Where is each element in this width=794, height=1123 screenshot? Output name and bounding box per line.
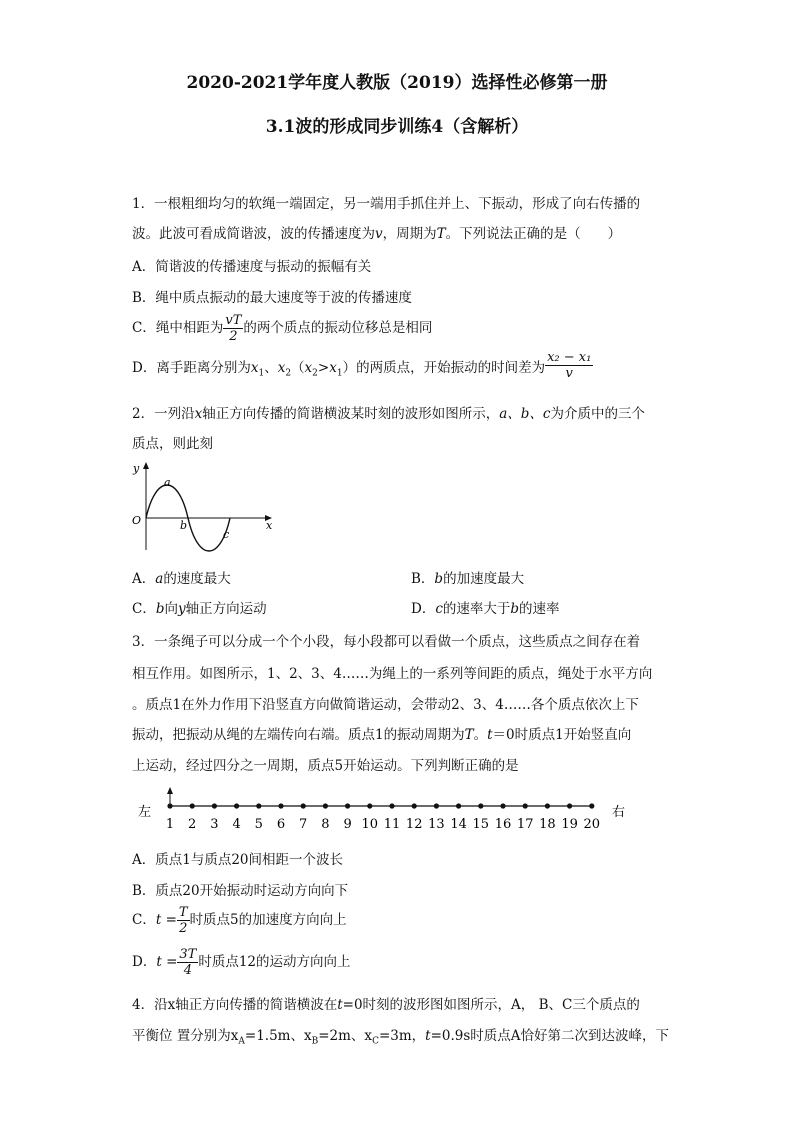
rope-point-19 [567,803,572,808]
rope-point-label-8: 8 [321,817,330,832]
wave-figure [128,460,278,556]
rope-point-16 [500,803,505,808]
q2-line2: 质点，则此刻 [132,436,213,452]
rope-point-6 [278,803,283,808]
right-label: 右 [612,805,626,820]
q1-line1: 1．一根粗细均匀的软绳一端固定，另一端用手抓住并上、下振动，形成了向右传播的 [132,196,641,212]
rope-point-label-10: 10 [361,817,379,832]
rope-point-label-3: 3 [210,817,219,832]
rope-point-7 [301,803,306,808]
origin-label: O [132,514,142,527]
y-axis-label: y [133,462,140,475]
q4-line2: 平衡位 置分别为$x_A=1.5m$、$x_B=2m$、$x_C=3m$，t=0.9s时质点A恰好第二次到达波峰，下 [132,1028,670,1047]
q3-line1: 3．一条绳子可以分成一个个小段，每小段都可以看做一个质点，这些质点之间存在着 [132,634,641,650]
rope-point-label-17: 17 [516,817,534,832]
rope-point-label-19: 19 [561,817,578,832]
q1-option-c: C．绳中相距为 $\frac{vT}{2}$ 的两个质点的振动位移总是相同 [132,313,433,344]
rope-point-2 [190,803,195,808]
rope-point-label-16: 16 [494,817,512,832]
rope-point-label-4: 4 [232,817,241,832]
rope-point-10 [367,803,372,808]
q1-option-a: A．简谐波的传播速度与振动的振幅有关 [132,259,372,275]
point-c-label: c [223,528,230,541]
page-title-line2: 3.1波的形成同步训练4（含解析） [265,117,529,137]
up-arrow-head [167,787,173,794]
rope-point-13 [434,803,439,808]
q3-option-c: C．t = $\frac{T}{2}$ 时质点5的加速度方向向上 [132,905,347,936]
q3-option-b: B．质点20开始振动时运动方向向下 [132,883,349,899]
rope-point-label-1: 1 [165,817,175,832]
fraction-t-over-2: $\frac{T}{2}$ [178,905,188,936]
q3-line4: 振动，把振动从绳的左端传向右端。质点1的振动周期为T。t＝0时质点1开始竖直向 [132,727,632,743]
q3-line2: 相互作用。如图所示，1、2、3、4……为绳上的一系列等间距的质点，绳处于水平方向 [132,666,653,682]
fraction-vt-over-2: $\frac{vT}{2}$ [225,313,242,344]
rope-point-label-15: 15 [472,817,490,832]
q2-line1: 2．一列沿x轴正方向传播的简谐横波某时刻的波形如图所示，a、b、c为介质中的三个 [132,406,645,422]
rope-point-label-14: 14 [450,817,467,832]
x-axis-label: x [266,519,273,532]
rope-point-label-12: 12 [405,817,423,832]
y-axis-arrow [143,462,149,469]
point-a-label: a [164,476,171,489]
rope-point-1 [167,803,172,808]
left-label: 左 [138,805,152,820]
rope-point-17 [523,803,528,808]
rope-point-label-7: 7 [299,817,308,832]
q2-option-a: A．a的速度最大 [132,571,231,587]
rope-point-label-2: 2 [188,817,197,832]
rope-point-5 [256,803,261,808]
q2-option-c: C．b向y轴正方向运动 [132,601,267,617]
rope-point-label-20: 20 [583,817,601,832]
rope-point-14 [456,803,461,808]
fraction-3t-over-4: $\frac{3T}{4}$ [179,947,197,978]
rope-point-15 [478,803,483,808]
rope-point-9 [345,803,350,808]
rope-point-12 [412,803,417,808]
rope-point-18 [545,803,550,808]
rope-point-label-5: 5 [254,817,263,832]
q3-option-a: A．质点1与质点20间相距一个波长 [132,852,344,868]
page-title-line1: 2020-2021学年度人教版（2019）选择性必修第一册 [186,73,608,93]
rope-point-11 [389,803,394,808]
q4-line1: 4．沿x轴正方向传播的简谐横波在t=0时刻的波形图如图所示，A， B、C三个质点的 [132,997,640,1013]
q2-option-b: B．b的加速度最大 [411,571,525,587]
fraction-x2-minus-x1-over-v: $\frac{\text{x₂ − x₁}}{v}$ [547,350,592,381]
rope-point-3 [212,803,217,808]
rope-figure [130,786,640,836]
rope-point-label-6: 6 [276,817,286,832]
point-b-label: b [180,519,188,532]
q3-option-d: D．t = $\frac{3T}{4}$ 时质点12的运动方向向上 [132,947,351,978]
rope-point-label-13: 13 [428,817,445,832]
rope-point-label-9: 9 [343,817,352,832]
rope-point-label-11: 11 [383,817,401,832]
rope-point-20 [589,803,594,808]
q3-line3: 。质点1在外力作用下沿竖直方向做简谐运动，会带动2、3、4……各个质点依次上下 [132,697,639,713]
q1-option-d: D．离手距离分别为$x_1$、$x_2(x_2>x_1)$的两质点，开始振动的时间差为 $\frac{\text{x₂ − x₁}}{v}$ [132,350,592,381]
q1-option-b: B．绳中质点振动的最大速度等于波的传播速度 [132,290,412,306]
q1-line2: 波。此波可看成简谐波，波的传播速度为v，周期为T。下列说法正确的是（ ） [132,226,622,242]
q3-line5: 上运动，经过四分之一周期，质点5开始运动。下列判断正确的是 [132,758,519,774]
rope-point-label-18: 18 [539,817,556,832]
q2-option-d: D．c的速率大于b的速率 [411,601,560,617]
rope-point-8 [323,803,328,808]
rope-point-4 [234,803,239,808]
